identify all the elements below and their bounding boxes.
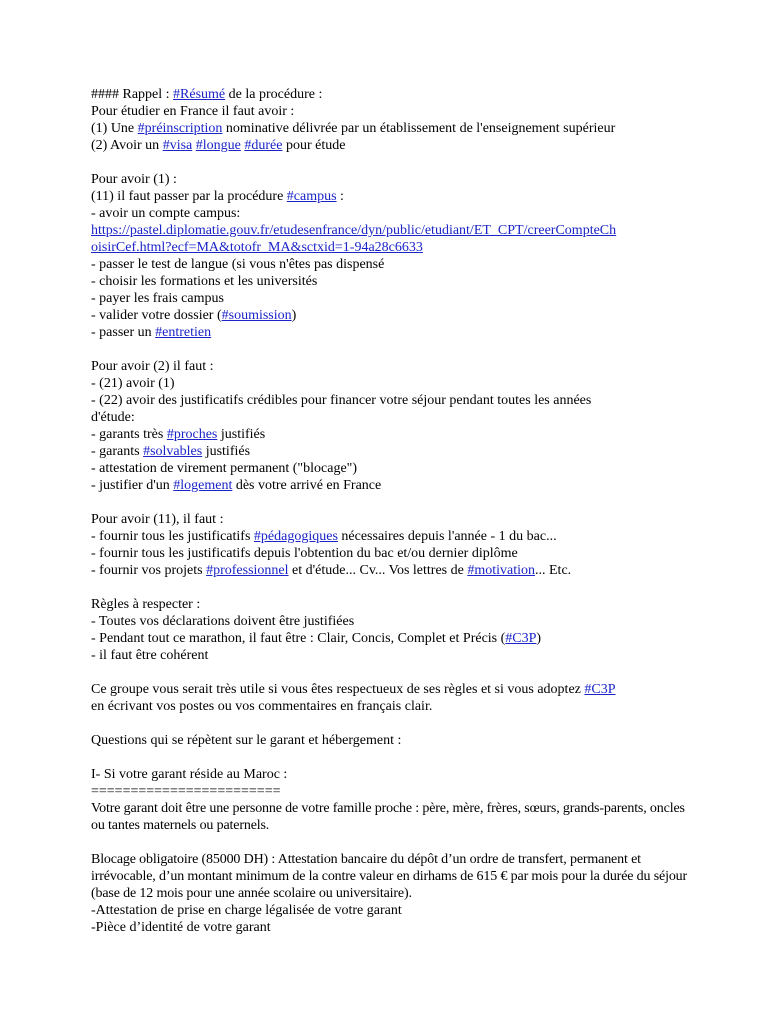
text-line: Pour étudier en France il faut avoir : — [91, 104, 295, 119]
text-line: d'étude: — [91, 410, 135, 425]
text: - garants très — [91, 427, 167, 442]
hashtag-proches-link[interactable]: #proches — [166, 427, 218, 442]
spacer — [91, 579, 691, 596]
text: dès votre arrivé en France — [232, 478, 382, 493]
hashtag-resume-link[interactable]: #Résumé — [173, 87, 226, 102]
text: pour étude — [282, 138, 346, 153]
text-line: Pour avoir (11), il faut : — [91, 512, 224, 527]
text-line: - fournir tous les justificatifs depuis l'obtention du bac et/ou dernier diplôme — [91, 546, 518, 561]
recap-heading-line — [91, 86, 691, 103]
campus-url-link-continued[interactable]: oisirCef.html?ecf=MA&totofr_MA&sctxid=1-94a28c6633 — [91, 240, 423, 255]
text: - fournir tous les justificatifs — [91, 529, 254, 544]
text-line: Pour avoir (1) : — [91, 172, 177, 187]
hashtag-entretien-link[interactable]: #entretien — [155, 325, 212, 340]
text-line: - Toutes vos déclarations doivent être justifiées — [91, 614, 355, 629]
text-line: - il faut être cohérent — [91, 648, 209, 663]
text-line: en écrivant vos postes ou vos commentaires en français clair. — [91, 699, 433, 714]
entretien-line — [91, 324, 691, 341]
hashtag-solvables-link[interactable]: #solvables — [143, 444, 203, 459]
campus-url-line-1 — [91, 222, 691, 239]
solvables-line — [91, 443, 691, 460]
pedagogiques-line — [91, 528, 691, 545]
requirement-2-line — [91, 137, 691, 154]
text: nominative délivrée par un établissement de l'enseignement supérieur — [222, 121, 616, 136]
spacer — [91, 341, 691, 358]
text: ) — [291, 308, 297, 323]
text-line: - avoir un compte campus: — [91, 206, 241, 221]
campus-url-line-2 — [91, 239, 691, 256]
text: - Pendant tout ce marathon, il faut être : Clair, Concis, Complet et Précis ( — [91, 631, 506, 646]
text: (11) il faut passer par la procédure — [91, 189, 287, 204]
text-line: -Pièce d’identité de votre garant — [91, 920, 271, 935]
text: ... Etc. — [535, 563, 572, 578]
hashtag-longue-link[interactable]: #longue — [195, 138, 241, 153]
hashtag-duree-link[interactable]: #durée — [244, 138, 283, 153]
text-line: - passer le test de langue (si vous n'êtes pas dispensé — [91, 257, 385, 272]
hashtag-motivation-link[interactable]: #motivation — [467, 563, 535, 578]
text: justifiés — [217, 427, 266, 442]
text-line: - attestation de virement permanent ("blocage") — [91, 461, 358, 476]
text: de la procédure : — [225, 87, 323, 102]
hashtag-campus-link[interactable]: #campus — [286, 189, 337, 204]
text-line: Pour avoir (2) il faut : — [91, 359, 214, 374]
text-line: - (21) avoir (1) — [91, 376, 175, 391]
text: - valider votre dossier ( — [91, 308, 222, 323]
text: ) — [536, 631, 542, 646]
text: - garants — [91, 444, 144, 459]
hashtag-logement-link[interactable]: #logement — [173, 478, 233, 493]
text-line: - (22) avoir des justificatifs crédibles pour financer votre séjour pendant toutes les années — [91, 393, 592, 408]
projets-line — [91, 562, 691, 579]
text-line: Questions qui se répètent sur le garant et hébergement : — [91, 733, 402, 748]
spacer — [91, 494, 691, 511]
blocage-paragraph: Blocage obligatoire (85000 DH) : Attestation bancaire du dépôt d’un ordre de transfert, permanent et irrévocable, d’un montant minimum de la contre valeur en dirhams de 615 € par mois pour la durée du séjour (base de 12 mois pour une année scolaire ou universitaire). — [91, 852, 688, 901]
hashtag-c3p-link[interactable]: #C3P — [584, 682, 616, 697]
text: #### Rappel : — [91, 87, 174, 102]
text-line: Règles à respecter : — [91, 597, 201, 612]
campus-line — [91, 188, 691, 205]
separator-line: ======================== — [91, 784, 281, 799]
hashtag-professionnel-link[interactable]: #professionnel — [206, 563, 289, 578]
text: (1) Une — [91, 121, 138, 136]
garant-paragraph: Votre garant doit être une personne de votre famille proche : père, mère, frères, sœurs, grands-parents, oncles ou tantes maternels ou paternels. — [91, 801, 685, 833]
hashtag-c3p-link[interactable]: #C3P — [505, 631, 537, 646]
text: Ce groupe vous serait très utile si vous êtes respectueux de ses règles et si vous adoptez — [91, 682, 585, 697]
text-line: - choisir les formations et les universités — [91, 274, 318, 289]
text: nécessaires depuis l'année - 1 du bac... — [337, 529, 557, 544]
campus-url-link[interactable]: https://pastel.diplomatie.gouv.fr/etudesenfrance/dyn/public/etudiant/ET_CPT/creerCompteCh — [91, 223, 617, 238]
text-line: -Attestation de prise en charge légalisée de votre garant — [91, 903, 402, 918]
text: : — [336, 189, 344, 204]
text: (2) Avoir un — [91, 138, 163, 153]
logement-line — [91, 477, 691, 494]
requirement-1-line — [91, 120, 691, 137]
text: et d'étude... Cv... Vos lettres de — [288, 563, 468, 578]
hashtag-visa-link[interactable]: #visa — [162, 138, 193, 153]
group-c3p-line — [91, 681, 691, 698]
spacer — [91, 715, 691, 732]
hashtag-pedagogiques-link[interactable]: #pédagogiques — [253, 529, 338, 544]
soumission-line — [91, 307, 691, 324]
text-line: I- Si votre garant réside au Maroc : — [91, 767, 288, 782]
hashtag-soumission-link[interactable]: #soumission — [221, 308, 292, 323]
text-line: - payer les frais campus — [91, 291, 224, 306]
text: justifiés — [202, 444, 251, 459]
spacer — [91, 834, 691, 851]
document-body — [91, 86, 691, 936]
spacer — [91, 154, 691, 171]
text: - justifier d'un — [91, 478, 174, 493]
text: - fournir vos projets — [91, 563, 207, 578]
hashtag-preinscription-link[interactable]: #préinscription — [137, 121, 223, 136]
spacer — [91, 749, 691, 766]
text: - passer un — [91, 325, 156, 340]
proches-line — [91, 426, 691, 443]
spacer — [91, 664, 691, 681]
c3p-rule-line — [91, 630, 691, 647]
